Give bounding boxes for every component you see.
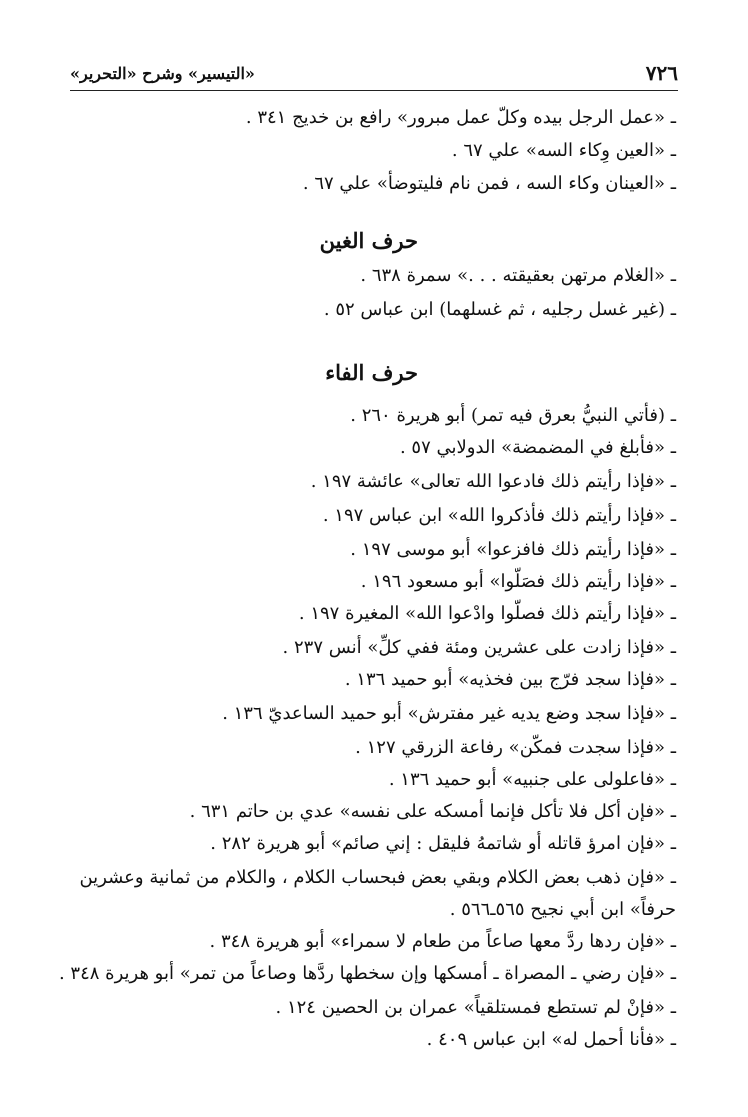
index-entry: ـ «فإذا رأيتم ذلك فادعوا الله تعالى» عائشة ١٩٧ . [310, 471, 676, 492]
running-title: «التيسير» وشرح «التحرير» [70, 63, 255, 83]
index-entry: ـ «فإذا رأيتم ذلك فافزعوا» أبو موسى ١٩٧ . [350, 539, 676, 560]
index-entry: ـ «فإذا رأيتم ذلك فأذكروا الله» ابن عباس ١٩٧ . [322, 505, 676, 526]
index-entry: ـ «العينان وكاء السه ، فمن نام فليتوضأ» علي ٦٧ . [302, 173, 676, 194]
index-entry: ـ «فإذا سجد وضع يديه غير مفترش» أبو حميد الساعديّ ١٣٦ . [222, 703, 676, 724]
index-entry: ـ «العين وِكاء السه» علي ٦٧ . [451, 140, 676, 161]
index-entry: ـ «فإذا رأيتم ذلك فصَلّوا» أبو مسعود ١٩٦ . [360, 571, 676, 592]
index-entry: ـ «فإذا رأيتم ذلك فصلّوا وادْعوا الله» المغيرة ١٩٧ . [298, 603, 676, 624]
page-number: ٧٢٦ [645, 61, 678, 85]
index-entry: ـ «فأبلغ في المضمضة» الدولابي ٥٧ . [399, 437, 676, 458]
index-entry: ـ «فإذا سجدت فمكّن» رفاعة الزرقي ١٢٧ . [355, 737, 676, 758]
index-entry: ـ «فإذا سجد فرّج بين فخذيه» أبو حميد ١٣٦ . [344, 669, 676, 690]
index-entry: ـ «الغلام مرتهن بعقيقته . . .» سمرة ٦٣٨ . [360, 265, 676, 286]
index-entry: ـ «فإن أكل فلا تأكل فإنما أمسكه على نفسه» عدي بن حاتم ٦٣١ . [189, 801, 676, 822]
index-entry: ـ «فإذا زادت على عشرين ومئة ففي كلِّ» أنس ٢٣٧ . [282, 637, 676, 658]
index-entry: ـ (غير غسل رجليه ، ثم غسلهما) ابن عباس ٥٢ . [323, 299, 676, 320]
index-entry: ـ «فأنا أحمل له» ابن عباس ٤٠٩ . [426, 1029, 676, 1050]
section-heading: حرف الفاء [325, 360, 418, 385]
index-entry: ـ «فإن امرؤ قاتله أو شاتمهُ فليقل : إني صائم» أبو هريرة ٢٨٢ . [210, 833, 676, 854]
index-entry: ـ (فأتي النبيُّ بعرق فيه تمر) أبو هريرة ٢٦٠ . [350, 405, 676, 426]
index-entry: ـ «فإن ردها ردَّ معها صاعاً من طعام لا سمراء» أبو هريرة ٣٤٨ . [209, 931, 676, 952]
index-entry: ـ «عمل الرجل بيده وكلّ عمل مبرور» رافع بن خديج ٣٤١ . [245, 107, 676, 128]
index-entry: ـ «فإن ذهب بعض الكلام وبقي بعض فبحساب الكلام ، والكلام من ثمانية وعشرين حرفاً» ابن أبي نجيح ٥٦٥ـ٥٦٦ . [79, 867, 676, 920]
index-entry: ـ «فإنْ لم تستطع فمستلقياً» عمران بن الحصين ١٢٤ . [275, 997, 676, 1018]
index-entry: ـ «فإن رضي ـ المصراة ـ أمسكها وإن سخطها ردَّها وصاعاً من تمر» أبو هريرة ٣٤٨ . [58, 963, 676, 984]
section-heading: حرف الغين [319, 228, 418, 253]
index-entry: ـ «فاعلولى على جنبيه» أبو حميد ١٣٦ . [388, 769, 676, 790]
